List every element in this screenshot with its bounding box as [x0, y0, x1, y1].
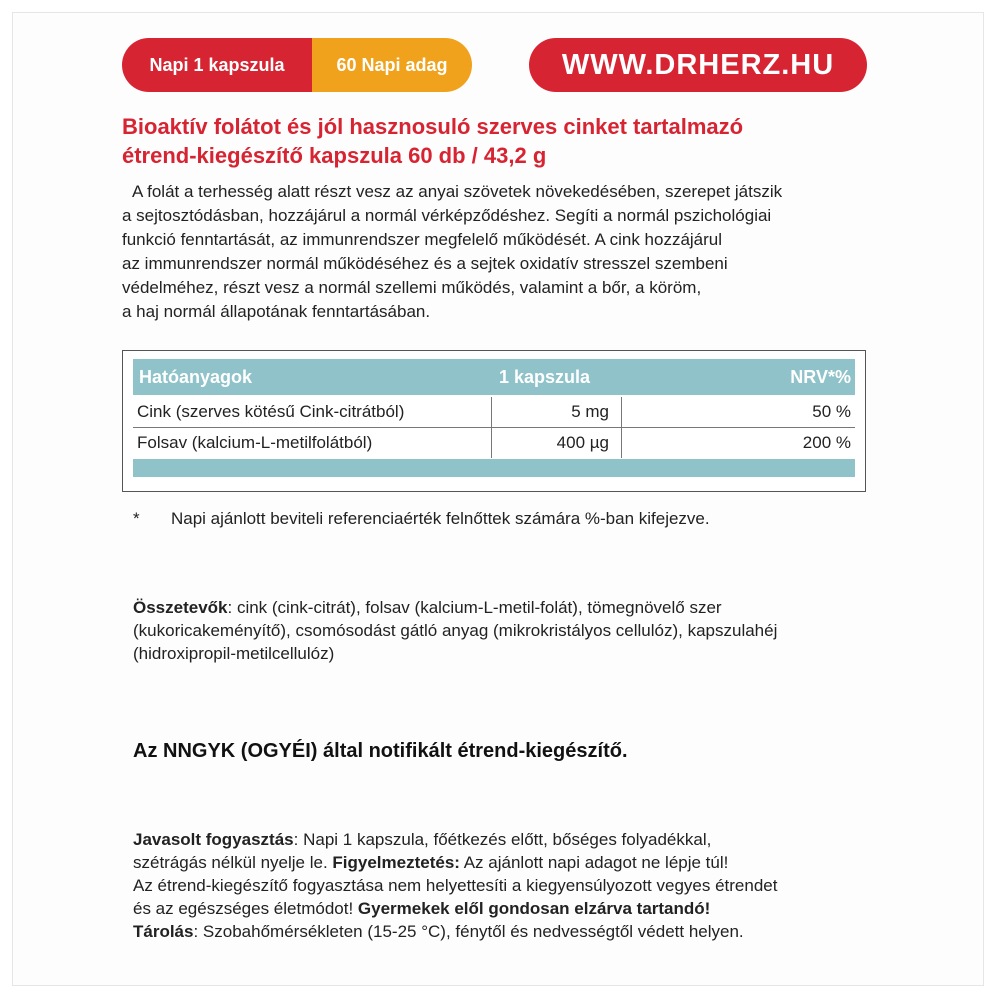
table-row — [133, 397, 855, 428]
usage-text: Az étrend-kiegészítő fogyasztása nem helyettesíti a kiegyensúlyozott vegyes étrendet — [133, 876, 778, 895]
ingredient-name: Folsav (kalcium-L-metilfolátból) — [137, 433, 373, 452]
header-per-capsule: 1 kapszula — [499, 367, 591, 387]
description-line: védelméhez, részt vesz a normál szellemi működés, valamint a bőr, a köröm, — [122, 278, 702, 297]
column-divider — [621, 397, 622, 458]
description-line: A folát a terhesség alatt részt vesz az anyai szövetek növekedésében, szerepet játszik — [132, 182, 783, 201]
description-line: a sejtosztódásban, hozzájárul a normál vérképződéshez. Segíti a normál pszichológiai — [122, 206, 772, 225]
product-title-line-1: Bioaktív folátot és jól hasznosuló szerves cinket tartalmazó — [122, 114, 744, 139]
ingredient-name: Cink (szerves kötésű Cink-citrátból) — [137, 402, 405, 421]
website-link[interactable]: WWW.DRHERZ.HU — [529, 38, 867, 92]
product-description — [122, 180, 882, 324]
child-warning: Gyermekek elől gondosan elzárva tartandó! — [357, 899, 711, 918]
table-header — [133, 359, 855, 395]
column-divider — [491, 397, 492, 458]
ingredient-nrv: 50 % — [812, 402, 851, 421]
usage-text: szétrágás nélkül nyelje le. — [133, 853, 333, 872]
description-line: funkció fenntartását, az immunrendszer megfelelő működését. A cink hozzájárul — [122, 230, 723, 249]
footnote-mark: * — [133, 509, 140, 528]
usage-text: és az egészséges életmódot! — [133, 899, 358, 918]
product-title-line-2: étrend-kiegészítő kapszula 60 db / 43,2 g — [122, 143, 547, 168]
ingredients-text: : cink (cink-citrát), folsav (kalcium-L-metil-folát), tömegnövelő szer — [227, 598, 722, 617]
ingredient-nrv: 200 % — [802, 433, 851, 452]
header-active-ingredients: Hatóanyagok — [139, 367, 253, 387]
header-nrv: NRV*% — [790, 367, 851, 387]
usage-section — [133, 828, 873, 943]
ingredients-text: (kukoricakeményítő), csomósodást gátló anyag (mikrokristályos cellulóz), kapszulahéj — [133, 621, 778, 640]
notification-statement: Az NNGYK (OGYÉI) által notifikált étrend-kiegészítő. — [133, 740, 628, 762]
nutrition-table — [122, 350, 866, 492]
servings-badge: 60 Napi adag — [312, 38, 472, 92]
ingredient-amount: 400 µg — [556, 433, 609, 452]
warning-label: Figyelmeztetés: — [332, 853, 460, 872]
footnote-text: Napi ajánlott beviteli referenciaérték felnőttek számára %-ban kifejezve. — [171, 509, 710, 528]
description-line: a haj normál állapotának fenntartásában. — [122, 302, 431, 321]
ingredients-text: (hidroxipropil-metilcellulóz) — [133, 644, 335, 663]
ingredients-section — [133, 596, 873, 665]
table-footer-band — [133, 459, 855, 477]
table-row — [133, 428, 855, 458]
dosage-badge — [122, 38, 472, 92]
description-line: az immunrendszer normál működéséhez és a sejtek oxidatív stresszel szembeni — [122, 254, 728, 273]
storage-label: Tárolás — [133, 922, 194, 941]
ingredients-label: Összetevők — [133, 598, 228, 617]
daily-dose-badge: Napi 1 kapszula — [122, 38, 312, 92]
warning-text: Az ajánlott napi adagot ne lépje túl! — [459, 853, 729, 872]
usage-text: : Napi 1 kapszula, főétkezés előtt, bőséges folyadékkal, — [293, 830, 712, 849]
product-title — [122, 112, 882, 170]
ingredient-amount: 5 mg — [571, 402, 609, 421]
storage-text: : Szobahőmérsékleten (15-25 °C), fénytől és nedvességtől védett helyen. — [193, 922, 744, 941]
usage-label: Javasolt fogyasztás — [133, 830, 294, 849]
